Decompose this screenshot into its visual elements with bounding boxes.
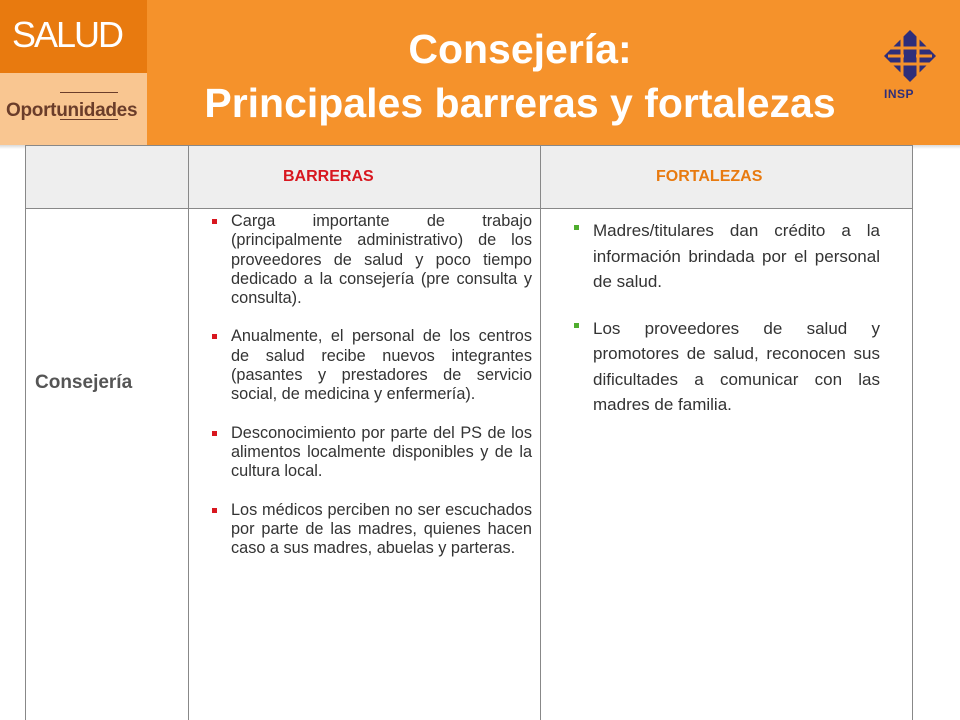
table-column-divider [188, 145, 189, 720]
insp-logo-icon [882, 28, 938, 84]
list-item-text: Los médicos perciben no ser escuchados por parte de las madres, quienes hacen caso a sus madres, abuelas y parteras. [231, 500, 532, 558]
list-item-text: Madres/titulares dan crédito a la información brindada por el personal de salud. [593, 221, 880, 291]
page-title-line2: Principales barreras y fortalezas [204, 80, 836, 126]
red-square-bullet-icon [212, 219, 217, 224]
insp-logo-text: INSP [884, 87, 915, 101]
list-item [198, 501, 532, 559]
fortalezas-list [560, 218, 880, 439]
page-title [150, 22, 890, 130]
green-square-bullet-icon [574, 323, 579, 328]
oportunidades-logo: Oportunidades [6, 100, 138, 121]
salud-logo: SALUD [12, 14, 123, 55]
list-item-text: Desconocimiento por parte del PS de los alimentos localmente disponibles y de la cultura local. [231, 423, 532, 481]
red-square-bullet-icon [212, 334, 217, 339]
column-header-fortalezas: FORTALEZAS [656, 168, 763, 185]
list-item [198, 212, 532, 308]
list-item-text: Anualmente, el personal de los centros de salud recibe nuevos integrantes (pasantes y prestadores de servicio social, de medicina y enfermería). [231, 327, 532, 404]
page-title-line1: Consejería: [408, 26, 632, 72]
green-square-bullet-icon [574, 225, 579, 230]
row-label-consejeria: Consejería [35, 372, 133, 393]
oportunidades-logo-line [60, 92, 118, 93]
column-header-barreras: BARRERAS [283, 168, 374, 185]
table-border-right [912, 145, 913, 720]
red-square-bullet-icon [212, 508, 217, 513]
table-header-row [25, 146, 912, 208]
list-item [198, 327, 532, 404]
salud-logo-box [0, 0, 147, 73]
list-item [560, 316, 880, 418]
list-item-text: Carga importante de trabajo (principalmente administrativo) de los proveedores de salud y poco tiempo dedicado a la consejería (pre consulta y consulta). [231, 212, 532, 308]
table-border-top [25, 145, 913, 146]
table-column-divider [540, 145, 541, 720]
table-border-left [25, 145, 26, 720]
red-square-bullet-icon [212, 431, 217, 436]
table-header-divider [25, 208, 913, 209]
list-item [560, 218, 880, 295]
barreras-list [198, 212, 532, 577]
list-item [198, 424, 532, 482]
list-item-text: Los proveedores de salud y promotores de salud, reconocen sus dificultades a comunicar con las madres de familia. [593, 318, 880, 414]
